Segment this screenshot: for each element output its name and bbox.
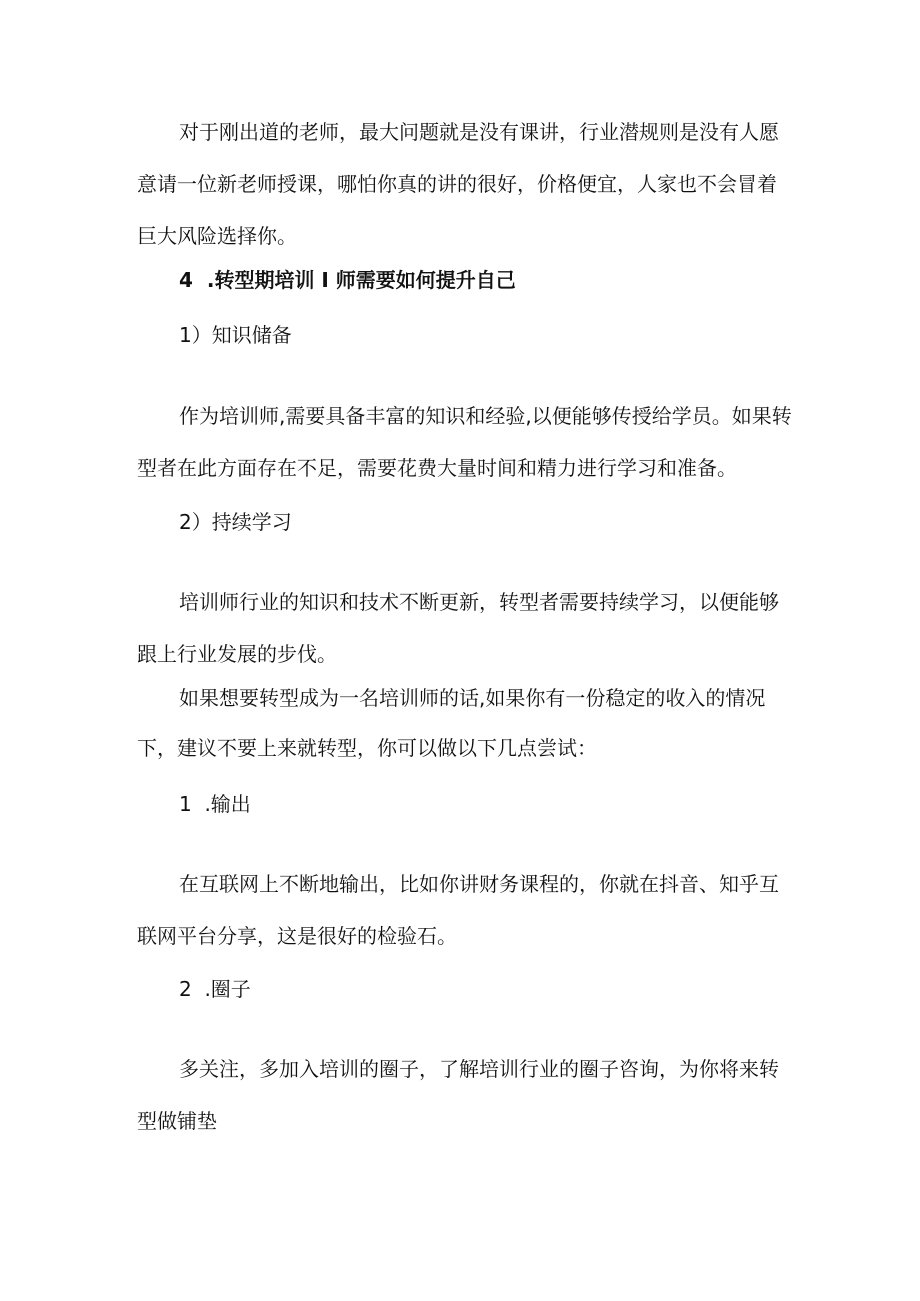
text-line: 如果想要转型成为一名培训师的话,如果你有一份稳定的收入的情况 [179, 686, 766, 710]
text-line: 巨大风险选择你。 [137, 224, 297, 248]
text-line: 对于刚出道的老师，最大问题就是没有课讲，行业潜规则是没有人愿 [179, 120, 779, 144]
text-line: 在互联网上不断地输出，比如你讲财务课程的，你就在抖音、知乎互 [179, 872, 779, 896]
text-line: 意请一位新老师授课，哪怕你真的讲的很好，价格便宜，人家也不会冒着 [137, 172, 777, 196]
subheading-text: 2）持续学习 [179, 510, 292, 534]
heading-text: 4 .转型期培训 I 师需要如何提升自己 [179, 268, 516, 292]
text-line: 型者在此方面存在不足，需要花费大量时间和精力进行学习和准备。 [137, 456, 737, 480]
text-line: 型做铺垫 [137, 1109, 217, 1133]
text-line: 联网平台分享，这是很好的检验石。 [137, 924, 457, 948]
item-text: 1 .输出 [179, 792, 251, 816]
text-line: 跟上行业发展的步伐。 [137, 642, 337, 666]
text-line: 下，建议不要上来就转型，你可以做以下几点尝试： [137, 736, 597, 760]
text-line: 多关注，多加入培训的圈子，了解培训行业的圈子咨询，为你将来转 [179, 1057, 779, 1081]
item-text: 2 .圈子 [179, 977, 251, 1001]
text-line: 作为培训师,需要具备丰富的知识和经验,以便能够传授给学员。如果转 [179, 404, 792, 428]
subheading-text: 1）知识储备 [179, 323, 292, 347]
text-line: 培训师行业的知识和技术不断更新，转型者需要持续学习，以便能够 [179, 590, 779, 614]
